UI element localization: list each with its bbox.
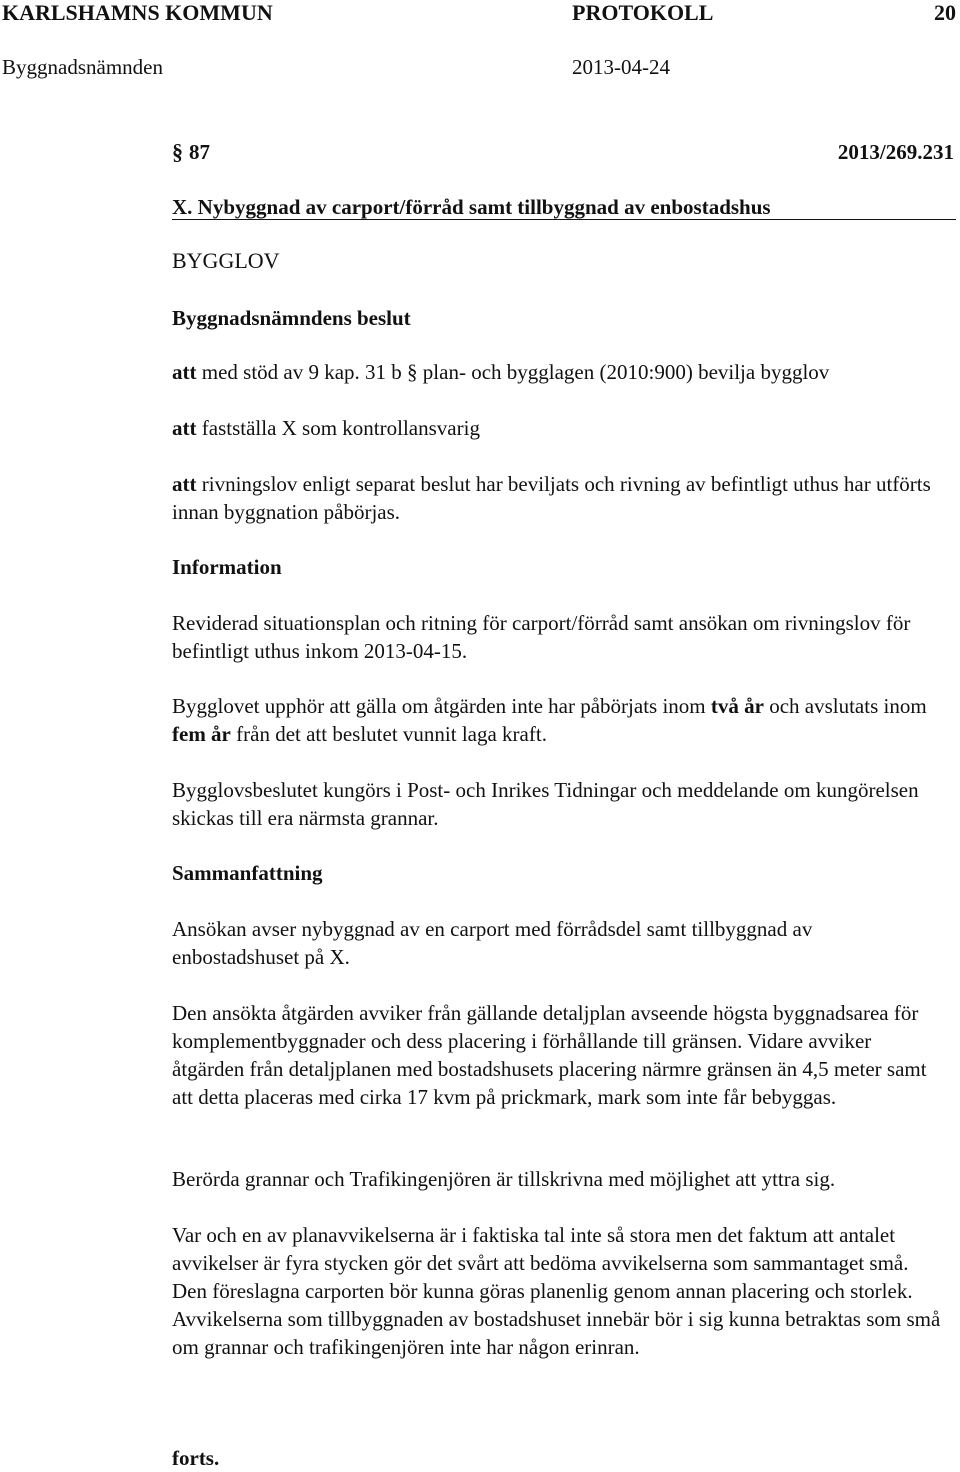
att-keyword: att [172, 472, 197, 496]
decision-text: med stöd av 9 kap. 31 b § plan- och bygglagen (2010:900) bevilja bygglov [201, 360, 830, 384]
decision-text: fastställa X som kontrollansvarig [201, 416, 480, 440]
page-number: 20 [934, 0, 956, 25]
doc-type: PROTOKOLL [572, 0, 714, 25]
summary-paragraph-4: Var och en av planavvikelserna är i faktiska tal inte så stora men det faktum att antalet avvikelser är fyra stycken gör det svårt att bedöma avvikelserna som sammantaget små. Den föreslagna carporten bör kunna göras planenlig genom annan placering och storlek. Avvikelserna som tillbyggnaden av bostadshuset innebär bör i sig kunna betraktas som små om grannar och trafikingenjören inte har någon erinran. [172, 1223, 941, 1359]
decision-item-3 [172, 470, 942, 526]
text-run: och avslutats inom [763, 694, 927, 718]
summary-heading: Sammanfattning [172, 861, 323, 885]
decision-text: rivningslov enligt separat beslut har beviljats och rivning av befintligt uthus har utförts innan byggnation påbörjas. [172, 472, 931, 524]
summary-paragraph-1: Ansökan avser nybyggnad av en carport med förrådsdel samt tillbyggnad av enbostadshuset på X. [172, 917, 813, 969]
decision-heading: Byggnadsnämndens beslut [172, 306, 411, 330]
summary-paragraph-3: Berörda grannar och Trafikingenjören är tillskrivna med möjlighet att yttra sig. [172, 1167, 836, 1191]
information-paragraph-3: Bygglovsbeslutet kungörs i Post- och Inrikes Tidningar och meddelande om kungörelsen skickas till era närmsta grannar. [172, 778, 919, 830]
decision-item-1 [172, 358, 942, 386]
att-keyword: att [172, 416, 197, 440]
emphasis: fem år [172, 722, 231, 746]
committee-name: Byggnadsnämnden [2, 55, 163, 79]
information-heading: Information [172, 555, 282, 579]
continued-marker: forts. [172, 1446, 220, 1470]
information-paragraph-2 [172, 692, 942, 748]
case-reference: 2013/269.231 [837, 140, 954, 164]
text-run: Bygglovet upphör att gälla om åtgärden inte har påbörjats inom [172, 694, 711, 718]
paragraph-sign: § [172, 139, 183, 164]
org-name: KARLSHAMNS KOMMUN [2, 0, 273, 25]
summary-paragraph-2: Den ansökta åtgärden avviker från gällande detaljplan avseende högsta byggnadsarea för komplementbyggnader och dess placering i förhållande till gränsen. Vidare avviker åtgärden från detaljplanen med bostadshusets placering närmre gränsen än 4,5 meter samt att detta placeras med cirka 17 kvm på prickmark, mark som inte får bebyggas. [172, 1001, 927, 1109]
case-number [172, 138, 210, 166]
decision-type: BYGGLOV [172, 248, 280, 273]
information-paragraph-1: Reviderad situationsplan och ritning för carport/förråd samt ansökan om rivningslov för befintligt uthus inkom 2013-04-15. [172, 611, 911, 663]
header-top-row [2, 0, 956, 26]
text-run: från det att beslutet vunnit laga kraft. [230, 722, 547, 746]
case-line [172, 138, 954, 166]
header-second-row [2, 54, 956, 80]
att-keyword: att [172, 360, 197, 384]
decision-item-2 [172, 414, 942, 442]
case-number-value: 87 [189, 140, 210, 164]
emphasis: två år [710, 694, 764, 718]
case-title: X. Nybyggnad av carport/förråd samt tillbyggnad av enbostadshus [172, 193, 956, 220]
meeting-date: 2013-04-24 [572, 55, 670, 79]
